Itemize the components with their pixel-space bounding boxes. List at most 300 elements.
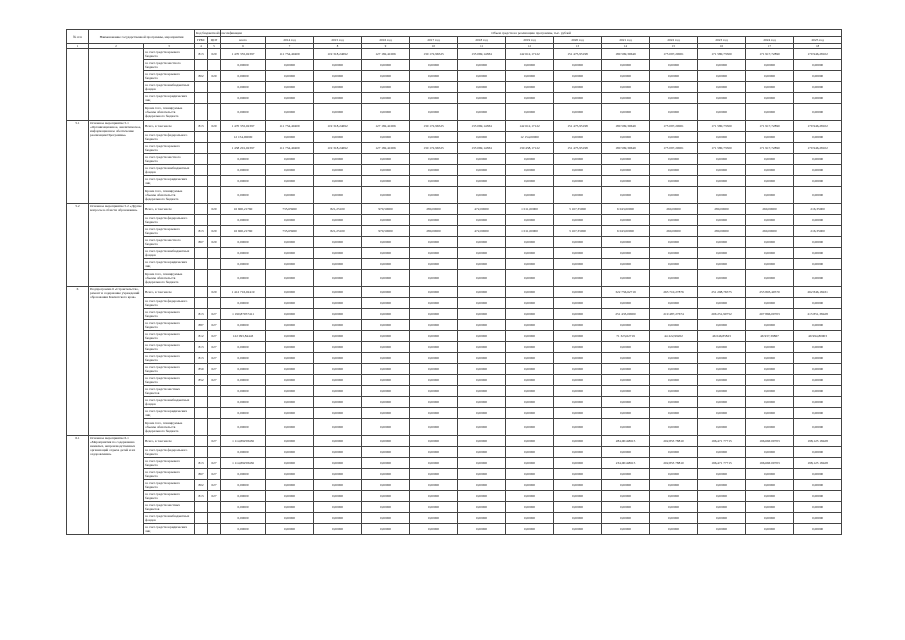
- header-column-number: 7: [266, 44, 314, 49]
- table-row: [67, 397, 842, 408]
- value-year: 0,00000: [506, 458, 554, 469]
- funding-source: за счет средств юридических лиц: [144, 176, 195, 187]
- table-row: [67, 132, 842, 143]
- value-year: 170 946,28102: [794, 121, 842, 132]
- value-year: 0,00000: [314, 215, 362, 226]
- funding-source: за счет средств краевого бюджета: [144, 71, 195, 82]
- value-total: 0,00000: [221, 270, 266, 287]
- funding-source: Всего, в том числе: [144, 204, 195, 215]
- code-grbs: [195, 132, 208, 143]
- value-year: 0,00000: [266, 480, 314, 491]
- value-year: 735,65960: [266, 226, 314, 237]
- value-year: 0,00000: [554, 436, 602, 447]
- code-cs: 027: [208, 375, 221, 386]
- value-year: 1 011,00000: [506, 204, 554, 215]
- funding-source: за счет средств краевого бюджета: [144, 364, 195, 375]
- value-year: 0,00000: [746, 132, 794, 143]
- value-year: 0,00000: [458, 259, 506, 270]
- value-year: 0,00000: [794, 524, 842, 535]
- table-row: [67, 226, 842, 237]
- table-row: [67, 524, 842, 535]
- value-year: 0,00000: [506, 419, 554, 436]
- value-year: 0,00000: [554, 71, 602, 82]
- value-year: 0,00000: [314, 331, 362, 342]
- value-year: 0,00000: [410, 154, 458, 165]
- value-year: 0,00000: [602, 513, 650, 524]
- value-total: 0,00000: [221, 408, 266, 419]
- code-cs: 020: [208, 226, 221, 237]
- value-year: 280,00000: [410, 204, 458, 215]
- value-year: 0,00000: [650, 93, 698, 104]
- value-year: 0,00000: [458, 104, 506, 121]
- value-year: 821,25100: [314, 204, 362, 215]
- code-cs: [208, 143, 221, 154]
- funding-source: за счет средств краевого бюджета: [144, 480, 195, 491]
- value-year: 0,00000: [362, 132, 410, 143]
- value-year: 0,00000: [602, 176, 650, 187]
- value-year: 0,00000: [362, 71, 410, 82]
- value-total: 0,00000: [221, 259, 266, 270]
- code-cs: [208, 447, 221, 458]
- value-year: 0,00000: [554, 397, 602, 408]
- value-year: 0,00000: [266, 165, 314, 176]
- value-year: 0,00000: [602, 60, 650, 71]
- value-year: 0,00000: [362, 248, 410, 259]
- header-column-number: 18: [794, 44, 842, 49]
- value-total: 1 114,89258436: [221, 458, 266, 469]
- value-year: 0,00000: [266, 154, 314, 165]
- value-year: 0,00000: [458, 165, 506, 176]
- value-year: 0,00000: [602, 502, 650, 513]
- value-year: 0,00000: [362, 419, 410, 436]
- value-year: 0,00000: [554, 331, 602, 342]
- value-year: 0,00000: [506, 524, 554, 535]
- value-year: 170 946,28102: [794, 143, 842, 154]
- header-column-number: 4: [195, 44, 208, 49]
- code-cs: [208, 165, 221, 176]
- value-year: 0,00000: [506, 82, 554, 93]
- code-cs: [208, 298, 221, 309]
- value-year: 0,00000: [506, 309, 554, 320]
- header-column-number: 3: [144, 44, 195, 49]
- code-cs: 020: [208, 49, 221, 60]
- header-year: 2019 год: [506, 37, 554, 44]
- value-year: 111 754,40409: [266, 143, 314, 154]
- code-grbs: [195, 165, 208, 176]
- value-year: 0,00000: [650, 364, 698, 375]
- value-year: 253 803,40570: [746, 287, 794, 298]
- value-year: 0,00000: [362, 458, 410, 469]
- value-year: 0,00000: [698, 524, 746, 535]
- value-year: 0,00000: [410, 447, 458, 458]
- value-year: 0,00000: [650, 320, 698, 331]
- code-cs: [208, 248, 221, 259]
- value-year: 0,00000: [650, 447, 698, 458]
- table-row: [67, 436, 842, 447]
- table-row: [67, 215, 842, 226]
- value-year: 46 937,39867: [746, 331, 794, 342]
- header-year: 2022 год: [650, 37, 698, 44]
- value-year: 127 182,41006: [362, 143, 410, 154]
- value-year: 0,00000: [266, 342, 314, 353]
- value-year: 970,50000: [362, 204, 410, 215]
- value-year: 0,00000: [698, 248, 746, 259]
- value-year: 0,00000: [554, 287, 602, 298]
- value-year: 0,00000: [698, 104, 746, 121]
- value-year: 263 710,27876: [650, 287, 698, 298]
- value-year: 0,00000: [650, 298, 698, 309]
- value-total: 0,00000: [221, 491, 266, 502]
- value-year: 3 167,35000: [554, 226, 602, 237]
- value-year: 0,00000: [794, 215, 842, 226]
- code-cs: [208, 60, 221, 71]
- value-year: 0,00000: [506, 93, 554, 104]
- value-year: 0,00000: [650, 397, 698, 408]
- value-year: 0,00000: [506, 469, 554, 480]
- funding-source: за счет средств краевого бюджета: [144, 309, 195, 320]
- value-year: 0,00000: [698, 132, 746, 143]
- code-grbs: 850: [195, 364, 208, 375]
- value-year: 0,00000: [506, 165, 554, 176]
- code-grbs: 802: [195, 71, 208, 82]
- table-row: [67, 342, 842, 353]
- value-year: 0,00000: [410, 353, 458, 364]
- value-year: 0,00000: [650, 353, 698, 364]
- value-year: 0,00000: [410, 187, 458, 204]
- code-cs: [208, 176, 221, 187]
- value-year: 0,00000: [362, 408, 410, 419]
- value-year: 0,00000: [698, 187, 746, 204]
- code-cs: 027: [208, 480, 221, 491]
- value-year: 0,00000: [602, 491, 650, 502]
- table-row: [67, 71, 842, 82]
- value-year: 0,00000: [410, 165, 458, 176]
- value-year: 0,00000: [362, 524, 410, 535]
- value-year: 0,00000: [314, 104, 362, 121]
- value-year: 0,00000: [602, 419, 650, 436]
- value-year: 0,00000: [650, 60, 698, 71]
- header-column-number: 14: [602, 44, 650, 49]
- code-cs: 020: [208, 237, 221, 248]
- value-year: 0,00000: [410, 436, 458, 447]
- value-year: 0,00000: [506, 364, 554, 375]
- value-year: 0,00000: [650, 71, 698, 82]
- value-year: 0,00000: [650, 524, 698, 535]
- code-cs: [208, 187, 221, 204]
- code-grbs: [195, 187, 208, 204]
- funding-source: за счет средств краевого бюджета: [144, 320, 195, 331]
- value-year: 0,00000: [698, 364, 746, 375]
- value-year: 0,00000: [554, 93, 602, 104]
- table-row: [67, 104, 842, 121]
- funding-source: за счет средств краевого бюджета: [144, 331, 195, 342]
- header-column-number: 15: [650, 44, 698, 49]
- value-year: 0,00000: [794, 364, 842, 375]
- value-year: 0,00000: [458, 419, 506, 436]
- value-total: 0,00000: [221, 480, 266, 491]
- value-year: 196,666 00703: [746, 436, 794, 447]
- value-year: 0,00000: [314, 364, 362, 375]
- value-year: 0,00000: [698, 469, 746, 480]
- funding-source: за счет средств федерального бюджета: [144, 215, 195, 226]
- value-year: 0,00000: [410, 176, 458, 187]
- value-year: 0,00000: [506, 513, 554, 524]
- value-year: 0,00000: [458, 331, 506, 342]
- value-year: 0,00000: [650, 248, 698, 259]
- value-year: 0,00000: [698, 93, 746, 104]
- code-cs: [208, 93, 221, 104]
- value-year: 0,00000: [506, 176, 554, 187]
- section-number: 5.1: [67, 121, 89, 204]
- value-year: 0,00000: [506, 287, 554, 298]
- value-year: 151 475,95198: [554, 49, 602, 60]
- value-year: 0,00000: [746, 187, 794, 204]
- value-year: 0,00000: [794, 82, 842, 93]
- table-row: [67, 82, 842, 93]
- value-year: 0,00000: [458, 298, 506, 309]
- value-year: 0,00000: [794, 502, 842, 513]
- value-year: 0,00000: [314, 408, 362, 419]
- value-year: 0,00000: [794, 237, 842, 248]
- value-year: 111 754,40409: [266, 121, 314, 132]
- value-year: 280,00000: [410, 226, 458, 237]
- value-year: 251 298,76575: [698, 287, 746, 298]
- value-year: 0,00000: [362, 93, 410, 104]
- value-year: 0,00000: [602, 320, 650, 331]
- table-row: [67, 176, 842, 187]
- value-year: 0,00000: [362, 513, 410, 524]
- value-year: 198,123 18428: [794, 458, 842, 469]
- table-row: [67, 375, 842, 386]
- value-year: 0,00000: [314, 386, 362, 397]
- value-year: 0,00000: [362, 154, 410, 165]
- value-year: 0,00000: [506, 397, 554, 408]
- value-year: 0,00000: [698, 82, 746, 93]
- code-cs: [208, 104, 221, 121]
- value-year: 0,00000: [506, 104, 554, 121]
- value-year: 0,00000: [314, 491, 362, 502]
- value-year: 0,00000: [314, 524, 362, 535]
- value-year: 0,00000: [602, 187, 650, 204]
- funding-source: за счет средств краевого бюджета: [144, 469, 195, 480]
- value-year: 0,00000: [362, 104, 410, 121]
- value-year: 0,00000: [746, 524, 794, 535]
- table-header: [67, 30, 842, 49]
- code-cs: 027: [208, 436, 221, 447]
- table-row: [67, 165, 842, 176]
- value-year: 0,00000: [506, 60, 554, 71]
- value-year: 0,00000: [746, 71, 794, 82]
- value-year: 0,00000: [362, 309, 410, 320]
- value-total: 0,00000: [221, 104, 266, 121]
- header-name: Наименование государственной программы, мероприятия: [89, 30, 195, 44]
- value-year: 0,00000: [314, 270, 362, 287]
- code-grbs: [195, 408, 208, 419]
- value-year: 0,00000: [602, 353, 650, 364]
- value-year: 0,00000: [698, 397, 746, 408]
- value-year: 0,00000: [506, 353, 554, 364]
- value-year: 0,00000: [794, 386, 842, 397]
- value-year: 0,00000: [746, 364, 794, 375]
- header-year: 2018 год: [458, 37, 506, 44]
- value-year: 0,00000: [746, 248, 794, 259]
- value-year: 127 182,41006: [362, 121, 410, 132]
- value-year: 0,00000: [266, 364, 314, 375]
- value-year: 0,00000: [410, 469, 458, 480]
- value-year: 46 994,80003: [794, 331, 842, 342]
- value-year: 0,00000: [698, 419, 746, 436]
- table-row: [67, 259, 842, 270]
- value-year: 0,00000: [650, 154, 698, 165]
- value-year: 0,00000: [362, 82, 410, 93]
- value-year: 0,00000: [602, 480, 650, 491]
- funding-source: за счет средств местных бюджетов: [144, 502, 195, 513]
- value-year: 0,00000: [746, 82, 794, 93]
- code-cs: [208, 215, 221, 226]
- value-year: 0,00000: [266, 458, 314, 469]
- value-year: 0,00000: [458, 187, 506, 204]
- value-year: 0,00000: [746, 237, 794, 248]
- value-year: 0,00000: [458, 320, 506, 331]
- value-year: 0,00000: [698, 165, 746, 176]
- header-column-number: 16: [698, 44, 746, 49]
- value-total: 0,00000: [221, 353, 266, 364]
- value-year: 0,00000: [554, 513, 602, 524]
- value-year: 0,00000: [266, 436, 314, 447]
- value-year: 0,00000: [650, 469, 698, 480]
- code-grbs: [195, 104, 208, 121]
- value-year: 0,00000: [314, 309, 362, 320]
- table-row: [67, 248, 842, 259]
- value-year: 0,00000: [698, 480, 746, 491]
- value-year: 0,00000: [458, 154, 506, 165]
- code-grbs: [195, 513, 208, 524]
- value-year: 0,00000: [458, 287, 506, 298]
- value-year: 0,00000: [746, 154, 794, 165]
- value-total: 0,00000: [221, 502, 266, 513]
- code-grbs: 867: [195, 237, 208, 248]
- value-year: 0,00000: [602, 386, 650, 397]
- section-number: 6.1: [67, 436, 89, 535]
- value-year: 0,00000: [314, 447, 362, 458]
- code-grbs: [195, 259, 208, 270]
- code-cs: [208, 270, 221, 287]
- code-grbs: [195, 176, 208, 187]
- value-year: 0,00000: [362, 469, 410, 480]
- table-row: [67, 502, 842, 513]
- value-total: 0,00000: [221, 82, 266, 93]
- value-year: 0,00000: [362, 375, 410, 386]
- value-year: 180 599,30649: [602, 143, 650, 154]
- value-year: 0,00000: [362, 502, 410, 513]
- value-year: 0,00000: [602, 342, 650, 353]
- value-year: 0,00000: [458, 215, 506, 226]
- funding-source: за счет средств краевого бюджета: [144, 375, 195, 386]
- funding-source: Кроме того, планируемые объемы обязательств федерального бюджета: [144, 419, 195, 436]
- value-year: 0,00000: [746, 397, 794, 408]
- value-year: 0,00000: [458, 71, 506, 82]
- value-year: 0,00000: [554, 408, 602, 419]
- code-cs: [208, 408, 221, 419]
- funding-source: Всего, в том числе: [144, 436, 195, 447]
- value-year: 0,00000: [602, 524, 650, 535]
- value-total: 0,00000: [221, 248, 266, 259]
- value-year: 0,00000: [794, 469, 842, 480]
- value-year: 0,00000: [506, 320, 554, 331]
- code-grbs: [195, 386, 208, 397]
- code-grbs: [195, 215, 208, 226]
- value-year: 735,65960: [266, 204, 314, 215]
- value-year: 0,00000: [554, 491, 602, 502]
- value-total: 0,00000: [221, 165, 266, 176]
- value-year: 0,00000: [362, 60, 410, 71]
- header-column-number: 5: [208, 44, 221, 49]
- value-year: 0,00000: [314, 458, 362, 469]
- value-year: 202,853 78810: [650, 436, 698, 447]
- value-year: 0,00000: [554, 375, 602, 386]
- value-year: 0,00000: [410, 320, 458, 331]
- value-year: 0,00000: [266, 187, 314, 204]
- value-year: 0,00000: [746, 386, 794, 397]
- value-year: 175 097,20001: [650, 143, 698, 154]
- value-year: 0,00000: [362, 480, 410, 491]
- value-year: 0,00000: [554, 458, 602, 469]
- value-year: 0,00000: [314, 248, 362, 259]
- value-year: 0,00000: [650, 237, 698, 248]
- value-total: 1 470 355,02397: [221, 121, 266, 132]
- value-year: 0,00000: [410, 259, 458, 270]
- program-funding-table: [66, 29, 842, 535]
- header-column-number: 1: [67, 44, 89, 49]
- table-row: [67, 364, 842, 375]
- header-year: 2017 год: [410, 37, 458, 44]
- value-total: 0,00000: [221, 524, 266, 535]
- code-grbs: [195, 248, 208, 259]
- value-year: 0,00000: [554, 469, 602, 480]
- value-total: 0,00000: [221, 176, 266, 187]
- value-year: 196,471 77715: [698, 436, 746, 447]
- value-year: 0,00000: [506, 408, 554, 419]
- value-year: 0,00000: [698, 176, 746, 187]
- value-year: 0,00000: [602, 82, 650, 93]
- value-year: 119 318,24692: [314, 121, 362, 132]
- value-year: 0,00000: [362, 215, 410, 226]
- value-year: 0,00000: [506, 502, 554, 513]
- value-total: 16 600,21760: [221, 226, 266, 237]
- value-year: 0,00000: [650, 215, 698, 226]
- table-row: [67, 458, 842, 469]
- value-year: 133 069,14384: [458, 143, 506, 154]
- funding-source: за счет средств местного бюджета: [144, 154, 195, 165]
- value-year: 0,00000: [266, 502, 314, 513]
- value-year: 0,00000: [794, 298, 842, 309]
- value-year: 0,00000: [554, 353, 602, 364]
- value-year: 0,00000: [746, 60, 794, 71]
- funding-source: за счет средств краевого бюджета: [144, 49, 195, 60]
- header-column-number: 9: [362, 44, 410, 49]
- value-year: 0,00000: [794, 270, 842, 287]
- value-year: 171 917,72890: [746, 121, 794, 132]
- value-year: 0,00000: [314, 469, 362, 480]
- value-total: 0,00000: [221, 513, 266, 524]
- value-year: 284,00148615: [602, 436, 650, 447]
- header-year: 2020 год: [554, 37, 602, 44]
- value-year: 0,00000: [458, 353, 506, 364]
- funding-source: за счет средств местных бюджетов: [144, 386, 195, 397]
- value-year: 0,00000: [506, 447, 554, 458]
- value-year: 0,00000: [410, 93, 458, 104]
- value-year: 170 946,28102: [794, 49, 842, 60]
